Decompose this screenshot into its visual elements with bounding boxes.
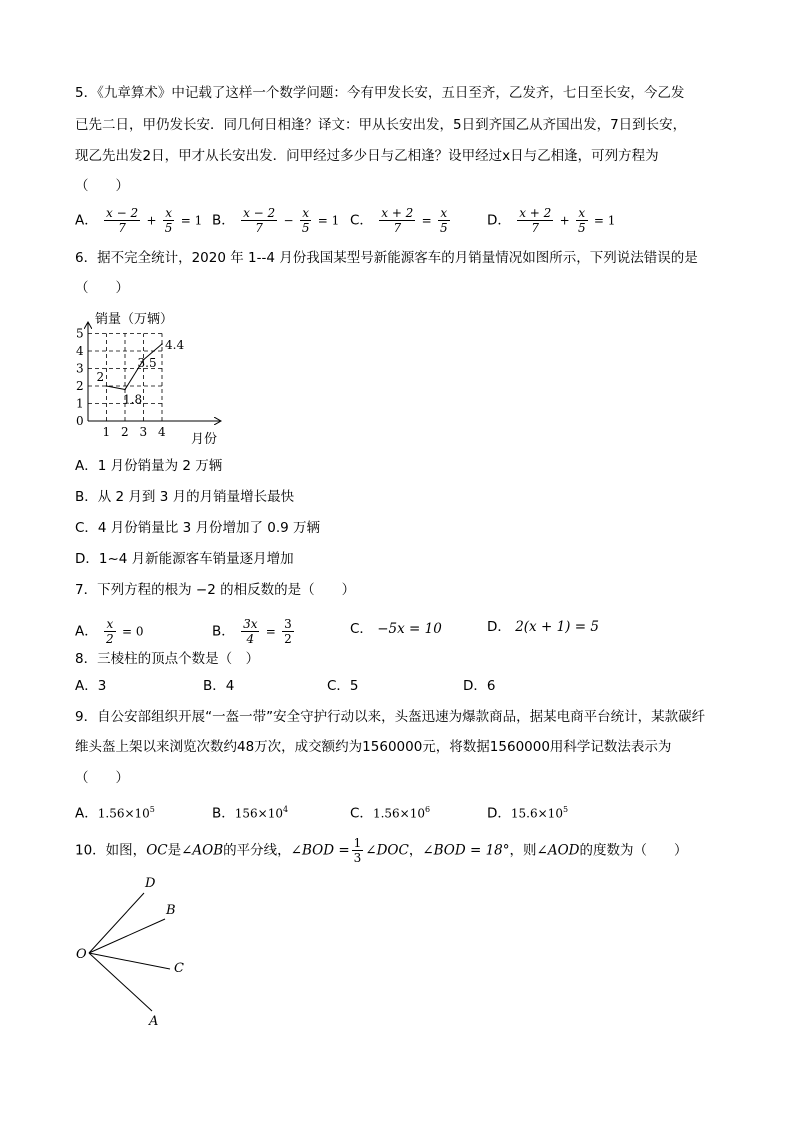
q5-option-d: D． $\frac{x + 2}{7}$ + $\frac{x}{5}$ = 1: [487, 206, 616, 235]
fraction: $\frac{1}{3}$: [353, 836, 362, 865]
fraction: $\frac{x}{2}$: [106, 617, 114, 646]
y-tick-label: 3: [76, 361, 84, 376]
ray-oc: [89, 953, 170, 969]
data-point: [106, 385, 108, 387]
option-label: B．: [212, 805, 235, 822]
q7-option-d: D． 2(x + 1) = 5: [487, 619, 599, 635]
q5-line1: 5．《九章算术》中记载了这样一个数学问题：今有甲发长安，五日至齐，乙发齐，七日至长安，今乙发: [75, 85, 685, 101]
x-tick-label: 2: [121, 425, 129, 439]
data-label: 2: [96, 370, 105, 384]
q6-line1: 6．据不完全统计，2020 年 1--4 月份我国某型号新能源客车的月销量情况如图所示，下列说法错误的是: [75, 250, 698, 266]
sales-line-chart: [75, 305, 235, 445]
fraction: $\frac{x}{5}$: [164, 206, 173, 235]
option-label: A．: [75, 212, 98, 229]
q6-paren: （ ）: [75, 280, 129, 296]
q7-option-a: A． $\frac{x}{2}$ = 0: [75, 617, 144, 646]
ray-od: [89, 893, 144, 953]
q9-option-d: D．$15.6\times 10^5$: [487, 805, 569, 822]
q6-option-b: B．从 2 月到 3 月的月销量增长最快: [75, 489, 295, 505]
point-label-o: O: [76, 947, 87, 962]
q5-option-a: A． $\frac{x - 2}{7}$ + $\frac{x}{5}$ = 1: [75, 206, 203, 235]
q8-stem: 8．三棱柱的顶点个数是（ ）: [75, 651, 260, 667]
q9-line1: 9．自公安部组织开展“一盔一带”安全守护行动以来，头盔迅速为爆款商品，据某电商平台统计，某款碳纤: [75, 709, 706, 725]
fraction: $\frac{3}{2}$: [284, 617, 292, 646]
q8-option-d: D．6: [463, 678, 496, 694]
data-label: 4.4: [165, 338, 185, 352]
y-tick-label: 2: [76, 379, 84, 393]
ray-oa: [89, 953, 152, 1011]
option-label: B．: [212, 212, 235, 229]
option-label: D．: [487, 805, 511, 822]
q5-paren: （ ）: [75, 178, 129, 194]
y-axis-title: 销量（万辆）: [95, 312, 174, 327]
q10-stem: 10．如图，OC是∠AOB的平分线，∠BOD = $\frac{1}{3}$ ∠DOC，∠BOD = 18°，则∠AOD的度数为（ ）: [75, 836, 688, 865]
x-tick-label: 4: [158, 425, 166, 439]
option-label: D．: [487, 619, 511, 635]
fraction: $\frac{x + 2}{7}$: [519, 206, 552, 235]
option-label: D．: [487, 212, 511, 229]
point-label-b: B: [166, 903, 176, 918]
data-point: [124, 389, 126, 391]
point-label-a: A: [149, 1014, 159, 1029]
q9-option-c: C．$1.56\times 10^6$: [350, 805, 431, 822]
data-labels: [97, 338, 185, 407]
x-tick-label: 1: [102, 425, 111, 439]
y-tick-label: 0: [76, 414, 84, 428]
option-label: A．: [75, 805, 98, 822]
x-tick-labels: [103, 425, 167, 439]
point-label-c: C: [174, 961, 184, 976]
fraction: $\frac{x - 2}{7}$: [106, 206, 139, 235]
q5-option-b: B． $\frac{x - 2}{7}$ − $\frac{x}{5}$ = 1: [212, 206, 340, 235]
q9-paren: （ ）: [75, 770, 129, 786]
fraction: $\frac{3x}{4}$: [243, 617, 258, 646]
angle-diagram: [72, 873, 212, 1033]
y-tick-labels: [76, 327, 84, 429]
x-tick-label: 3: [139, 425, 148, 439]
q5-line3: 现乙先出发2日，甲才从长安出发．问甲经过多少日与乙相逢？设甲经过x日与乙相逢，可列方程为: [75, 148, 659, 164]
y-tick-label: 5: [76, 326, 84, 341]
q6-option-c: C．4 月份销量比 3 月份增加了 0.9 万辆: [75, 520, 321, 536]
data-label: 3.5: [137, 355, 157, 370]
ray-ob: [89, 919, 165, 953]
y-tick-label: 4: [76, 344, 84, 358]
q9-option-b: B．$156\times 10^4$: [212, 805, 289, 822]
fraction: $\frac{x}{5}$: [577, 206, 586, 235]
option-label: B．: [212, 623, 235, 640]
option-label: C．: [350, 621, 373, 637]
fraction: $\frac{x}{5}$: [301, 206, 310, 235]
q6-option-d: D．1~4 月新能源客车销量逐月增加: [75, 551, 294, 567]
series-segment: [107, 386, 126, 390]
y-tick-label: 1: [76, 396, 84, 411]
point-label-d: D: [145, 876, 156, 891]
option-label: C．: [350, 212, 373, 229]
fraction: $\frac{x + 2}{7}$: [381, 206, 414, 235]
q9-line2: 维头盔上架以来浏览次数约48万次，成交额约为1560000元，将数据1560000用科学记数法表示为: [75, 739, 672, 755]
q9-option-a: A．$1.56\times 10^5$: [75, 805, 155, 822]
option-label: C．: [350, 805, 373, 822]
q5-option-c: C． $\frac{x + 2}{7}$ = $\frac{x}{5}$: [350, 206, 448, 235]
option-label: A．: [75, 623, 98, 640]
q8-option-c: C．5: [327, 678, 359, 694]
q6-option-a: A．1 月份销量为 2 万辆: [75, 458, 223, 474]
q8-option-b: B．4: [203, 678, 235, 694]
q7-option-c: C． −5x = 10: [350, 621, 442, 637]
q8-option-a: A．3: [75, 678, 107, 694]
fraction: $\frac{x}{5}$: [439, 206, 448, 235]
q5-line2: 已先二日，甲仍发长安．同几何日相逢？译文：甲从长安出发，5日到齐国乙从齐国出发，7日到长安，: [75, 117, 687, 133]
data-point: [161, 343, 163, 345]
x-axis-title: 月份: [191, 432, 218, 445]
q7-option-b: B． $\frac{3x}{4}$ = $\frac{3}{2}$: [212, 617, 292, 646]
data-label: 1.8: [123, 392, 143, 407]
fraction: $\frac{x - 2}{7}$: [243, 206, 276, 235]
q7-stem: 7．下列方程的根为 −2 的相反数的是（ ）: [75, 582, 356, 598]
